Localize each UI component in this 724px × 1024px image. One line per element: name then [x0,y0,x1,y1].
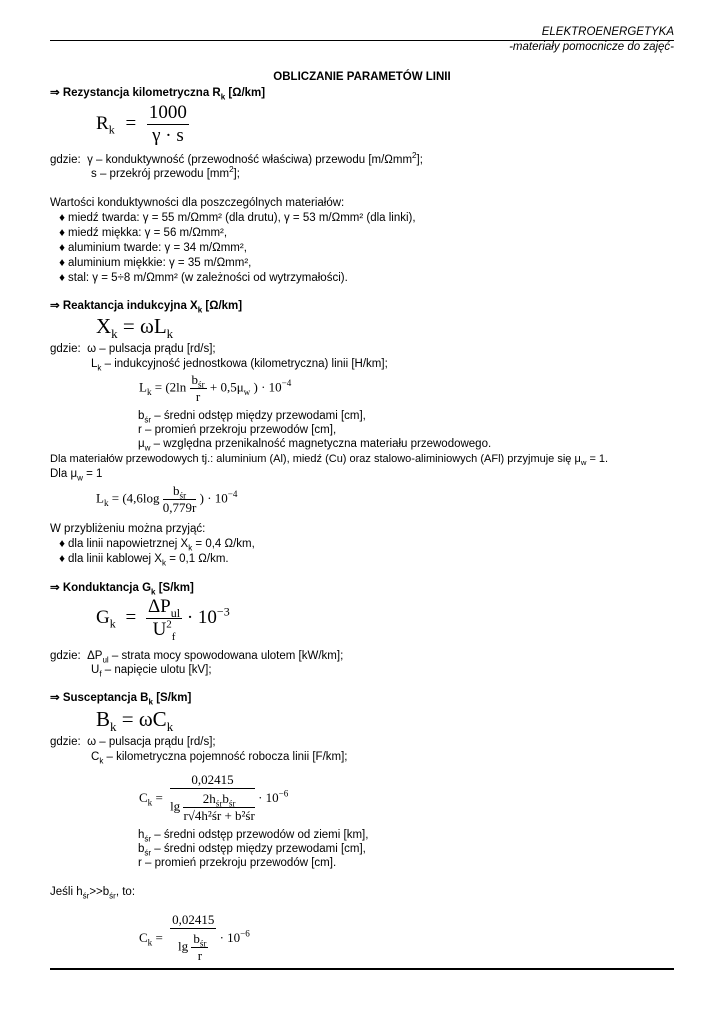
page-title: OBLICZANIE PARAMETÓW LINII [273,71,451,83]
header-title: ELEKTROENERGETYKA [541,26,674,38]
formula-reaktancja: $X_k = \omega L_k$ [96,314,174,342]
reak-dla: Dla $\mu_w = 1$ [50,468,103,483]
implies-icon: ⇒ [50,692,60,704]
implies-icon: ⇒ [50,300,60,312]
formula-L2: $L_k = (4,6\log$ $\frac{b_{śr}}{0,779r}$ ) · $10^{-4}$ [96,483,238,515]
sus-desc-2: $b_{śr}$ – średni odstęp między przewodami [cm], [138,843,366,858]
list-item: ♦ dla linii napowietrznej $X_k = 0,4$ Ω/km, [56,537,255,551]
reak-desc-2: r – promień przekroju przewodów [cm], [138,424,337,436]
sus-where-omega: gdzie: ω – pulsacja prądu [rd/s]; [50,736,216,748]
sus-desc-3: r – promień przekroju przewodów [cm]. [138,857,337,869]
list-item: ♦ miedź miękka: γ = 56 m/Ωmm², [56,226,227,240]
reak-where-omega: gdzie: ω – pulsacja prądu [rd/s]; [50,343,216,355]
list-item: ♦ dla linii kablowej $X_k = 0,1$ Ω/km. [56,552,229,566]
formula-rezystancja: $R_k$ = $\frac{1000}{\gamma \cdot s}$ [96,102,187,146]
diamond-bullet-icon: ♦ [59,242,65,254]
reak-desc-1: $b_{śr}$ – średni odstęp między przewodami [cm], [138,410,366,425]
list-item: ♦ miedź twarda: γ = 55 m/Ωmm² (dla drutu), γ = 53 m/Ωmm² (dla linki), [56,211,416,225]
rez-where-1: gdzie: γ – konduktywność (przewodność właściwa) przewodu [m/Ωmm$^2$]; [50,151,423,166]
section-heading-susceptancja: ⇒ Susceptancja $B_k$ [S/km] [50,692,192,707]
sus-desc-1: $h_{śr}$ – średni odstęp przewodów od ziemi [km], [138,829,369,844]
diamond-bullet-icon: ♦ [59,538,65,550]
list-item: ♦ aluminium twarde: γ = 34 m/Ωmm², [56,241,247,255]
reak-desc-3: $\mu_w$ – względna przenikalność magnetyczna materiału przewodowego. [138,438,492,453]
diamond-bullet-icon: ♦ [59,272,65,284]
reak-materials-note: Dla materiałów przewodowych tj.: aluminium (Al), miedź (Cu) oraz stalowo-aliminiowych (AFl) przyjmuje się $\mu_w = 1$. [50,453,609,468]
diamond-bullet-icon: ♦ [59,553,65,565]
implies-icon: ⇒ [50,582,60,594]
section-heading-konduktancja: ⇒ Konduktancja $G_k$ [S/km] [50,582,194,597]
implies-icon: ⇒ [50,87,60,99]
header-subtitle: -materiały pomocnicze do zajęć- [509,41,674,53]
reak-where-L: $L_k$ – indukcyjność jednostkowa (kilometryczna) linii [H/km]; [91,358,388,373]
rez-values-intro: Wartości konduktywności dla poszczególnych materiałów: [50,197,345,209]
formula-C: $C_k$ = 0,02415 lg $\frac{2h_{śr}b_{śr}}{\text{r√4h²śr + b²śr}}$ · $10^{-6}$ [139,772,289,823]
header-rule [50,40,674,41]
diamond-bullet-icon: ♦ [59,227,65,239]
kond-where-1: gdzie: $\Delta P_{ul}$ – strata mocy spowodowana ulotem [kW/km]; [50,650,344,665]
kond-where-2: $U_f$ – napięcie ulotu [kV]; [91,664,212,679]
formula-susceptancja: $B_k = \omega C_k$ [96,707,174,735]
section-heading-rezystancja: ⇒ Rezystancja kilometryczna $R_k$ [Ω/km] [50,87,266,102]
formula-C2: $C_k$ = 0,02415 lg $\frac{b_{śr}}{r}$ · $10^{-6}$ [139,912,250,963]
formula-L: $L_k = (2\ln$ $\frac{b_{śr}}{r}$ + $0,5\mu_w$ ) · $10^{-4}$ [139,372,292,404]
footer-rule [50,968,674,970]
sus-if: Jeśli $h_{śr}>>b_{śr}$, to: [50,886,136,901]
reak-approx-intro: W przybliżeniu można przyjąć: [50,523,206,535]
diamond-bullet-icon: ♦ [59,212,65,224]
list-item: ♦ aluminium miękkie: γ = 35 m/Ωmm², [56,256,251,270]
diamond-bullet-icon: ♦ [59,257,65,269]
rez-where-2: s – przekrój przewodu $[mm^2]$; [91,165,240,180]
formula-konduktancja: $G_k$ = $\frac{\Delta P_{ul}}{U^2_f}$ · $10^{-3}$ [96,596,230,643]
section-heading-reaktancja: ⇒ Reaktancja indukcyjna $X_k$ [Ω/km] [50,300,243,315]
list-item: ♦ stal: γ = 5÷8 m/Ωmm² (w zależności od wytrzymałości). [56,271,348,285]
sus-where-C: $C_k$ – kilometryczna pojemność robocza linii [F/km]; [91,751,348,766]
